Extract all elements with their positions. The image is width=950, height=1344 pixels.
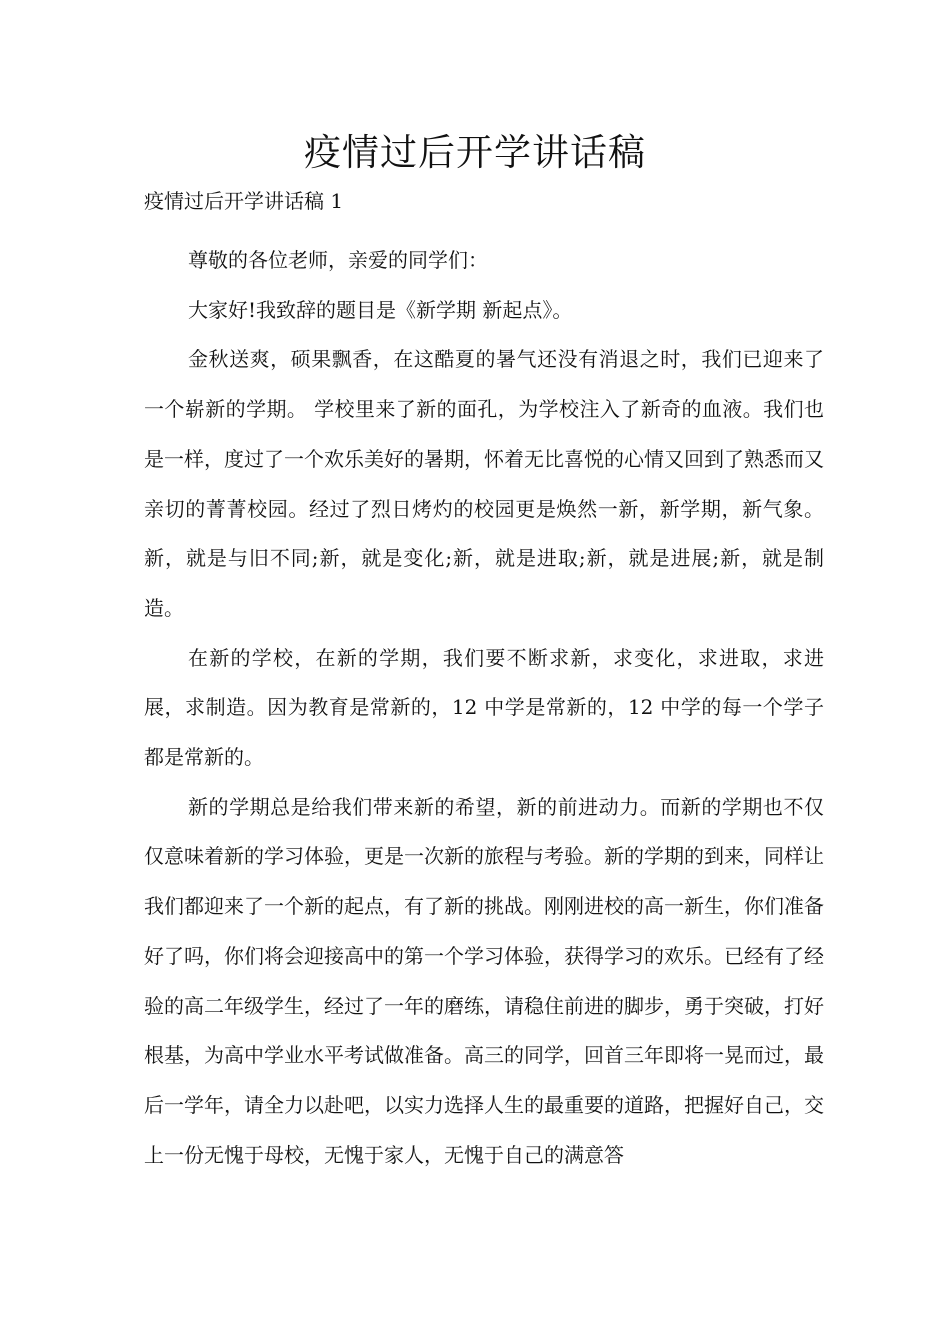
document-body xyxy=(144,236,824,1180)
paragraph-greeting: 尊敬的各位老师，亲爱的同学们： xyxy=(188,248,488,272)
paragraph-new-school: 在新的学校，在新的学期，我们要不断求新，求变化，求进取，求进展，求制造。因为教育是常新的，12 中学是常新的，12 中学的每一个学子都是常新的。 xyxy=(144,645,824,770)
paragraph-new-semester: 金秋送爽，硕果飘香，在这酷夏的暑气还没有消退之时，我们已迎来了一个崭新的学期。 学校里来了新的面孔，为学校注入了新奇的血液。我们也是一样，度过了一个欢乐美好的暑期，怀着无比喜悦的心情又回到了熟悉而又亲切的菁菁校园。经过了烈日烤灼的校园更是焕然一新，新学期，新气象。新，就是与旧不同;新，就是变化;新，就是进取;新，就是进展;新，就是制造。 xyxy=(144,347,824,620)
paragraph-new-hopes: 新的学期总是给我们带来新的希望，新的前进动力。而新的学期也不仅仅意味着新的学习体验，更是一次新的旅程与考验。新的学期的到来，同样让我们都迎来了一个新的起点，有了新的挑战。刚刚进校的高一新生，你们准备好了吗，你们将会迎接高中的第一个学习体验，获得学习的欢乐。已经有了经验的高二年级学生，经过了一年的磨练，请稳住前进的脚步，勇于突破，打好根基，为高中学业水平考试做准备。高三的同学，回首三年即将一晃而过，最后一学年，请全力以赴吧，以实力选择人生的最重要的道路，把握好自己，交上一份无愧于母校，无愧于家人，无愧于自己的满意答 xyxy=(144,794,824,1167)
document-subtitle: 疫情过后开学讲话稿 1 xyxy=(144,189,344,213)
paragraph-topic: 大家好!我致辞的题目是《新学期 新起点》。 xyxy=(188,297,573,322)
document-title: 疫情过后开学讲话稿 xyxy=(304,131,646,174)
